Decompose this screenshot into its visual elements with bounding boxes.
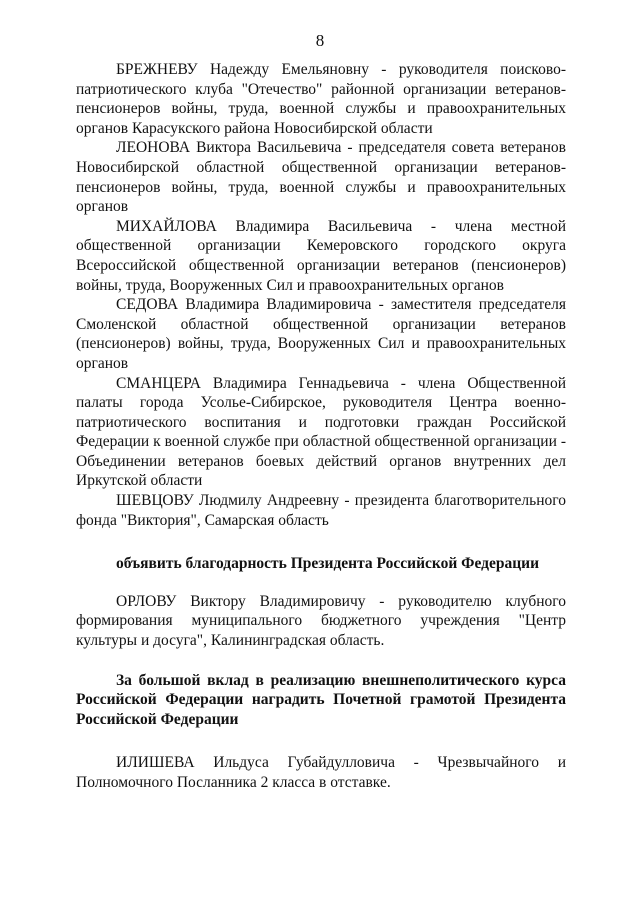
awardee-mikhaylov: МИХАЙЛОВА Владимира Васильевича - члена местной общественной организации Кемеровского городского округа Всероссийской общественной организации ветеранов (пенсионеров) войны, труда, Вооруженных Сил и правоохранительных органов [76,217,566,294]
awardee-leonov: ЛЕОНОВА Виктора Васильевича - председателя совета ветеранов Новосибирской областной общественной организации ветеранов-пенсионеров войны, труда, военной службы и правоохранительных органов [76,139,566,216]
heading-gratitude: объявить благодарность Президента Российской Федерации [116,555,540,573]
heading-diploma: За большой вклад в реализацию внешнеполитического курса Российской Федерации наградить Почетной грамотой Президента Российской Федерации [76,671,566,728]
page-number: 8 [315,31,325,50]
awardee-brezhneva: БРЕЖНЕВУ Надежду Емельяновну - руководителя поисково-патриотического клуба "Отечество" районной организации ветеранов-пенсионеров войны, труда, военной службы и правоохранительных органов Карасукского района Новосибирской области [76,61,566,137]
awardee-shevtsova: ШЕВЦОВУ Людмилу Андреевну - президента благотворительного фонда "Виктория", Самарская область [76,492,566,529]
diploma-recipient: ИЛИШЕВА Ильдуса Губайдулловича - Чрезвычайного и Полномочного Посланника 2 класса в отставке. [76,754,566,791]
awardee-sedov: СЕДОВА Владимира Владимировича - заместителя председателя Смоленской областной общественной организации ветеранов (пенсионеров) войны, труда, Вооруженных Сил и правоохранительных органов [76,296,566,372]
awardee-smantser: СМАНЦЕРА Владимира Геннадьевича - члена Общественной палаты города Усолье-Сибирское, руководителя Центра военно-патриотического воспитания и подготовки граждан Российской Федерации к военной службе при областной общественной организации - Объединении ветеранов боевых действий органов внутренних дел Иркутской области [76,374,566,490]
document-body [76,54,566,793]
gratitude-recipient: ОРЛОВУ Виктору Владимировичу - руководителю клубного формирования муниципального бюджетного учреждения "Центр культуры и досуга", Калининградская область. [76,592,566,650]
